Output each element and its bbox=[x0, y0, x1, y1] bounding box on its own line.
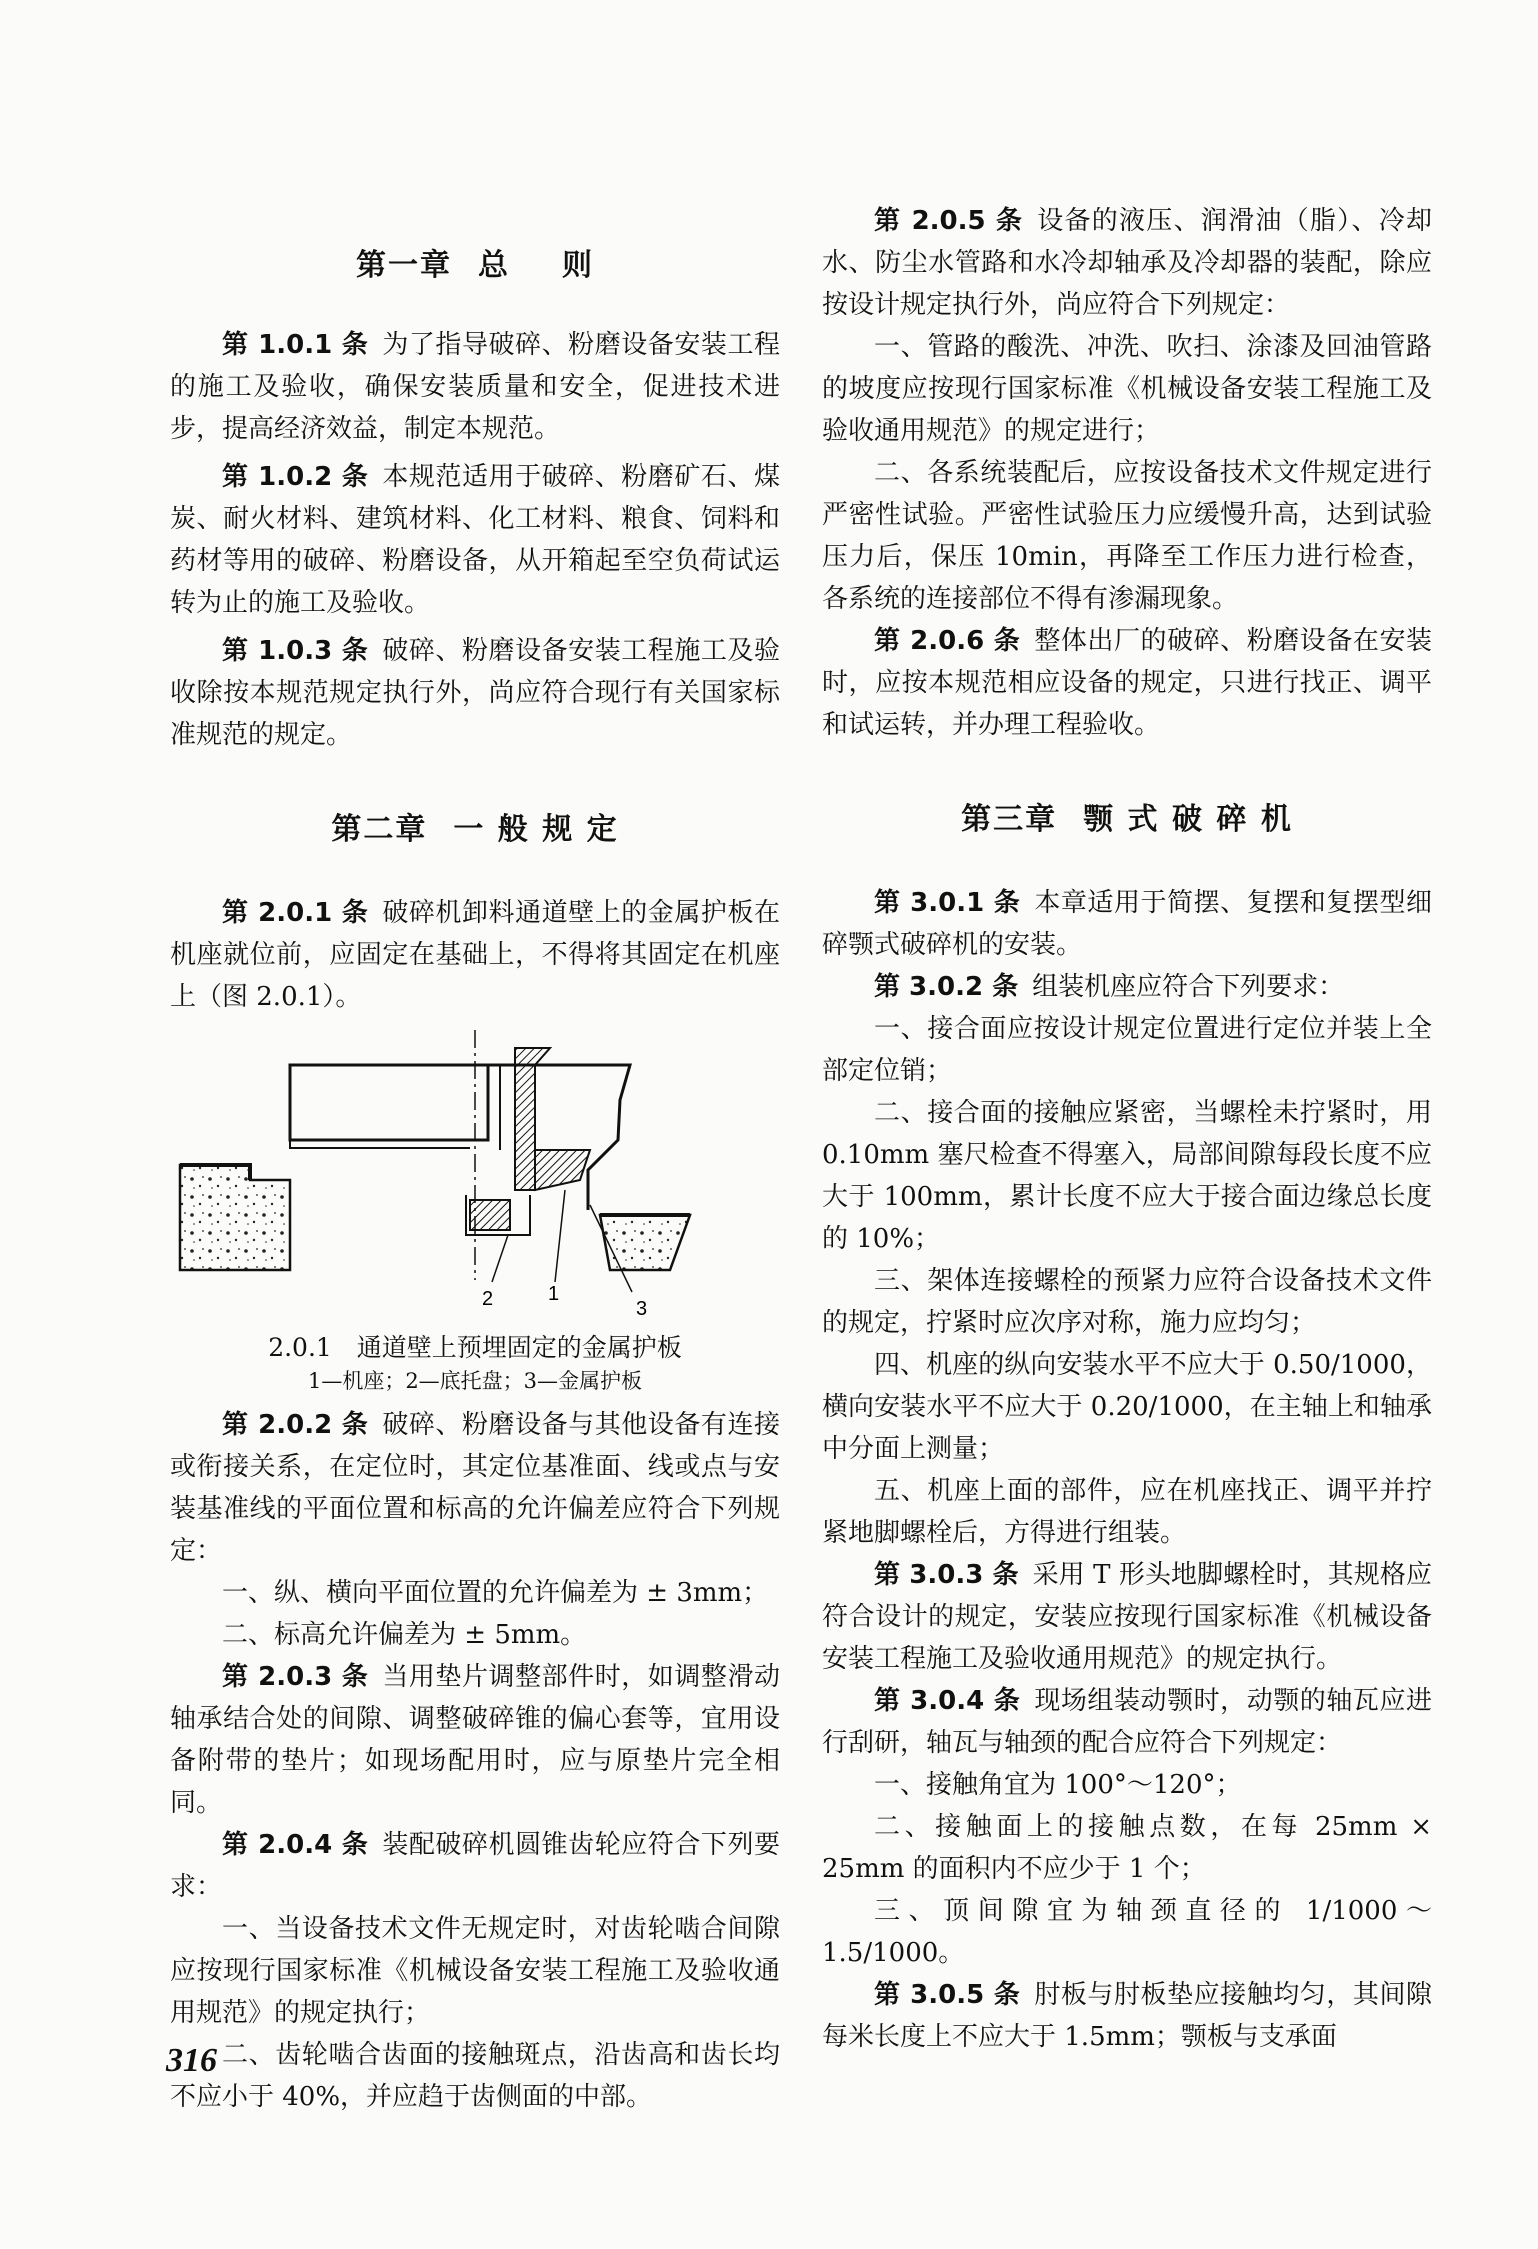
article-1-0-2 bbox=[170, 456, 780, 624]
figure-caption: 2.0.1 通道壁上预埋固定的金属护板 bbox=[268, 1333, 682, 1362]
article-3-0-1 bbox=[822, 882, 1432, 966]
article-text: 破碎机卸料通道壁上的金属护板在机座就位前，应固定在基础上，不得将其固定在机座上（图 2.0.1）。 bbox=[170, 898, 780, 1012]
list-item: 一、接合面应按设计规定位置进行定位并装上全部定位销； bbox=[822, 1014, 1432, 1086]
article-number: 第 2.0.5 条 bbox=[874, 206, 1024, 236]
list-item: 一、当设备技术文件无规定时，对齿轮啮合间隙应按现行国家标准《机械设备安装工程施工及验收通用规范》的规定执行； bbox=[170, 1914, 780, 2028]
article-text: 设备的液压、润滑油（脂）、冷却水、防尘水管路和水冷却轴承及冷却器的装配，除应按设计规定执行外，尚应符合下列规定： bbox=[822, 206, 1432, 320]
list-item: 五、机座上面的部件，应在机座找正、调平并拧紧地脚螺栓后，方得进行组装。 bbox=[822, 1476, 1432, 1548]
article-3-0-2 bbox=[822, 966, 1432, 1008]
chapter-3-label: 第三章 bbox=[961, 802, 1058, 837]
article-1-0-1 bbox=[170, 324, 780, 450]
chapter-3-heading bbox=[822, 794, 1432, 838]
article-text: 组装机座应符合下列要求： bbox=[1032, 972, 1345, 1002]
figure-label-3: 3 bbox=[636, 1298, 648, 1320]
article-number: 第 2.0.3 条 bbox=[222, 1662, 369, 1692]
article-3-0-3 bbox=[822, 1554, 1432, 1680]
figure-label-1: 1 bbox=[548, 1283, 560, 1305]
article-text: 破碎、粉磨设备安装工程施工及验收除按本规范规定执行外，尚应符合现行有关国家标准规范的规定。 bbox=[170, 636, 780, 750]
chapter-1-title-a: 总 bbox=[478, 248, 510, 283]
list-item: 一、接触角宜为 100°～120°； bbox=[874, 1770, 1242, 1800]
page-number: 316 bbox=[166, 2042, 217, 2079]
article-number: 第 2.0.6 条 bbox=[874, 626, 1021, 656]
chapter-2-title: 一 般 规 定 bbox=[453, 812, 619, 847]
list-item: 二、齿轮啮合齿面的接触斑点，沿齿高和齿长均不应小于 40%，并应趋于齿侧面的中部。 bbox=[170, 2040, 780, 2112]
chapter-1-title-b: 则 bbox=[562, 248, 594, 283]
list-item: 二、接触面上的接触点数，在每 25mm × 25mm 的面积内不应少于 1 个； bbox=[822, 1812, 1432, 1884]
article-number: 第 1.0.2 条 bbox=[222, 462, 369, 492]
figure-2-0-1 bbox=[170, 1030, 780, 1330]
list-item: 三、架体连接螺栓的预紧力应符合设备技术文件的规定，拧紧时应次序对称，施力应均匀； bbox=[822, 1266, 1432, 1338]
article-3-0-4 bbox=[822, 1680, 1432, 1764]
chapter-3-title: 颚 式 破 碎 机 bbox=[1083, 802, 1293, 837]
article-2-0-5 bbox=[822, 200, 1432, 326]
chapter-1-heading bbox=[170, 240, 780, 284]
article-3-0-5 bbox=[822, 1974, 1432, 2058]
article-2-0-6 bbox=[822, 620, 1432, 746]
article-number: 第 2.0.4 条 bbox=[222, 1830, 369, 1860]
protective-plate-drawing bbox=[170, 1030, 780, 1330]
chapter-1-label: 第一章 bbox=[356, 248, 452, 283]
article-number: 第 3.0.1 条 bbox=[874, 888, 1021, 918]
article-number: 第 2.0.1 条 bbox=[222, 898, 369, 928]
article-2-0-2 bbox=[170, 1404, 780, 1572]
article-text: 采用 T 形头地脚螺栓时，其规格应符合设计的规定，安装应按现行国家标准《机械设备安装工程施工及验收通用规范》的规定执行。 bbox=[822, 1560, 1433, 1674]
list-item: 二、接合面的接触应紧密，当螺栓未拧紧时，用 0.10mm 塞尺检查不得塞入，局部间隙每段长度不应大于 100mm，累计长度不应大于接合面边缘总长度的 10%； bbox=[822, 1098, 1432, 1254]
article-1-0-3 bbox=[170, 630, 780, 756]
list-item: 二、标高允许偏差为 ± 5mm。 bbox=[222, 1620, 587, 1650]
chapter-2-heading bbox=[170, 804, 780, 848]
chapter-2-label: 第二章 bbox=[331, 812, 428, 847]
article-2-0-3 bbox=[170, 1656, 780, 1824]
article-text: 本规范适用于破碎、粉磨矿石、煤炭、耐火材料、建筑材料、化工材料、粮食、饲料和药材等用的破碎、粉磨设备，从开箱起至空负荷试运转为止的施工及验收。 bbox=[170, 462, 780, 618]
article-text: 整体出厂的破碎、粉磨设备在安装时，应按本规范相应设备的规定，只进行找正、调平和试运转，并办理工程验收。 bbox=[822, 626, 1432, 740]
list-item: 一、管路的酸洗、冲洗、吹扫、涂漆及回油管路的坡度应按现行国家标准《机械设备安装工程施工及验收通用规范》的规定进行； bbox=[822, 332, 1432, 446]
list-item: 二、各系统装配后，应按设备技术文件规定进行严密性试验。严密性试验压力应缓慢升高，达到试验压力后，保压 10min，再降至工作压力进行检查，各系统的连接部位不得有渗漏现象。 bbox=[822, 458, 1432, 614]
article-number: 第 3.0.2 条 bbox=[874, 972, 1019, 1002]
article-text: 破碎、粉磨设备与其他设备有连接或衔接关系，在定位时，其定位基准面、线或点与安装基准线的平面位置和标高的允许偏差应符合下列规定： bbox=[170, 1410, 780, 1566]
right-column bbox=[822, 200, 1432, 2058]
article-number: 第 1.0.1 条 bbox=[222, 330, 369, 360]
figure-legend: 1—机座；2—底托盘；3—金属护板 bbox=[307, 1369, 643, 1393]
list-item: 三、顶间隙宜为轴颈直径的 1/1000～1.5/1000。 bbox=[822, 1896, 1432, 1968]
list-item: 四、机座的纵向安装水平不应大于 0.50/1000，横向安装水平不应大于 0.20/1000，在主轴上和轴承中分面上测量； bbox=[822, 1350, 1432, 1464]
article-text: 肘板与肘板垫应接触均匀，其间隙每米长度上不应大于 1.5mm；颚板与支承面 bbox=[822, 1980, 1432, 2052]
article-number: 第 3.0.4 条 bbox=[874, 1686, 1021, 1716]
list-item: 一、纵、横向平面位置的允许偏差为 ± 3mm； bbox=[222, 1578, 769, 1608]
article-number: 第 3.0.3 条 bbox=[874, 1560, 1019, 1590]
left-column bbox=[170, 200, 780, 2118]
article-2-0-1 bbox=[170, 892, 780, 1018]
article-text: 现场组装动颚时，动颚的轴瓦应进行刮研，轴瓦与轴颈的配合应符合下列规定： bbox=[822, 1686, 1432, 1758]
article-number: 第 2.0.2 条 bbox=[222, 1410, 369, 1440]
article-text: 为了指导破碎、粉磨设备安装工程的施工及验收，确保安装质量和安全，促进技术进步，提高经济效益，制定本规范。 bbox=[170, 330, 780, 444]
article-text: 当用垫片调整部件时，如调整滑动轴承结合处的间隙、调整破碎锥的偏心套等，宜用设备附带的垫片；如现场配用时，应与原垫片完全相同。 bbox=[170, 1662, 780, 1818]
article-text: 装配破碎机圆锥齿轮应符合下列要求： bbox=[170, 1830, 780, 1902]
article-number: 第 1.0.3 条 bbox=[222, 636, 369, 666]
figure-label-2: 2 bbox=[482, 1288, 494, 1310]
article-number: 第 3.0.5 条 bbox=[874, 1980, 1021, 2010]
article-text: 本章适用于简摆、复摆和复摆型细碎颚式破碎机的安装。 bbox=[822, 888, 1432, 960]
article-2-0-4 bbox=[170, 1824, 780, 1908]
